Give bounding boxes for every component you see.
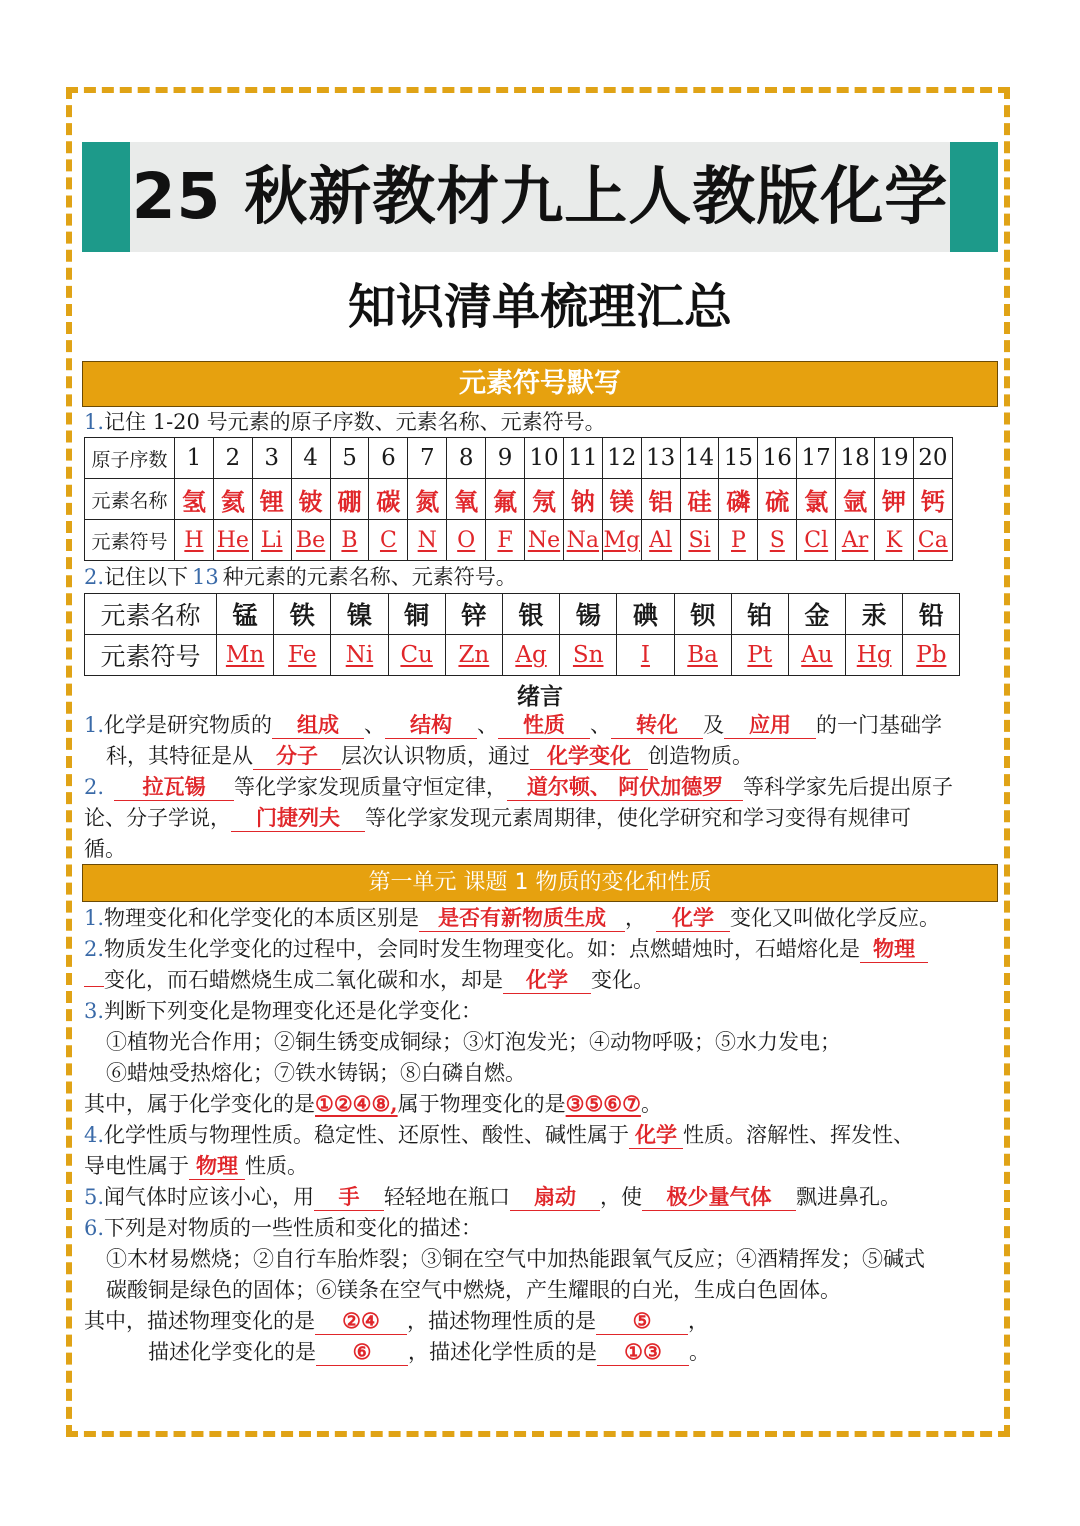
- row-element-name: [85, 479, 953, 520]
- element-cell: [641, 520, 680, 561]
- row-element-symbol: [85, 635, 960, 676]
- question-13-elements: [84, 563, 517, 591]
- element-cell: [525, 520, 564, 561]
- number-value: 19: [879, 445, 909, 471]
- element-cell: [213, 438, 252, 479]
- title-banner: [82, 142, 998, 252]
- name-value: 铝: [648, 486, 673, 516]
- number-value: 14: [684, 445, 715, 471]
- element-cell: [502, 594, 559, 635]
- text: 变化。: [591, 968, 654, 992]
- t2_name-value: 锌: [461, 601, 487, 630]
- element-cell: [408, 438, 447, 479]
- t2_name-value: 碘: [632, 601, 658, 630]
- question-number: 2.: [84, 775, 105, 799]
- number-value: 12: [607, 445, 637, 471]
- symbol-value: P: [731, 527, 746, 553]
- unit1-q3-line-2: ①植物光合作用；②铜生锈变成铜绿；③灯泡发光；④动物呼吸；⑤水力发电；: [106, 1030, 841, 1054]
- intro-point-1-line-1: [84, 711, 942, 739]
- question-text: 种元素的元素名称、元素符号。: [222, 565, 517, 589]
- symbol-value: Ne: [527, 527, 561, 553]
- text: 。: [689, 1340, 710, 1364]
- text: 性质。溶解性、挥发性、: [683, 1123, 915, 1147]
- element-cell: [331, 635, 388, 676]
- element-cell: [408, 479, 447, 520]
- element-cell: [758, 479, 797, 520]
- t2_name-value: 汞: [861, 601, 887, 630]
- element-cell: [797, 520, 836, 561]
- element-cell: [797, 479, 836, 520]
- element-cell: [602, 438, 641, 479]
- name-value: 镁: [609, 486, 634, 516]
- text: 等化学家发现元素周期律，使化学研究和学习变得有规律可: [365, 806, 911, 830]
- element-cell: [175, 438, 214, 479]
- page-title: 25 秋新教材九上人教版化学: [131, 160, 949, 233]
- symbol-value: O: [457, 527, 476, 553]
- text: 化学性质与物理性质。稳定性、还原性、酸性、碱性属于: [104, 1123, 630, 1147]
- name-value: 氦: [220, 486, 245, 516]
- answer-blank: ①③: [597, 1339, 689, 1366]
- row-label: 元素符号: [85, 520, 175, 561]
- banner-right-cap: [950, 142, 998, 252]
- element-cell: [291, 479, 330, 520]
- question-text: 记住 1-20 号元素的原子序数、元素名称、元素符号。: [104, 410, 606, 434]
- element-cell: [719, 520, 758, 561]
- t2_name-value: 铁: [289, 601, 315, 630]
- name-value: 氟: [493, 486, 518, 516]
- element-cell: [846, 635, 903, 676]
- t2_symbol-value: Fe: [288, 642, 317, 668]
- section-bar-element-symbols: 元素符号默写: [82, 361, 998, 407]
- unit1-q3-line-1: [84, 997, 482, 1025]
- unit1-q6-line-1: [84, 1214, 482, 1242]
- t2_symbol-value: Hg: [856, 642, 892, 668]
- t2_name-value: 镍: [346, 601, 372, 630]
- answer-blank: 化学变化: [530, 743, 648, 770]
- t2_name-value: 银: [518, 601, 544, 630]
- unit1-q1: [84, 904, 940, 932]
- text: 其中，属于化学变化的是: [84, 1092, 315, 1116]
- t2_name-value: 铂: [747, 601, 773, 630]
- element-cell: [875, 438, 914, 479]
- unit1-q3-line-4: [84, 1090, 662, 1118]
- element-cell: [836, 520, 875, 561]
- question-number: 2.: [84, 937, 105, 961]
- element-cell: [731, 594, 788, 635]
- text: ，使: [600, 1185, 643, 1209]
- question-number: 3.: [84, 999, 105, 1023]
- name-value: 钠: [570, 486, 595, 516]
- text: 创造物质。: [648, 744, 753, 768]
- element-cell: [213, 520, 252, 561]
- element-cell: [525, 479, 564, 520]
- unit1-q6-line-2: ①木材易燃烧；②自行车胎炸裂；③铜在空气中加热能跟氧气反应；④酒精挥发；⑤碱式: [106, 1247, 925, 1271]
- element-cell: [331, 594, 388, 635]
- text: 层次认识物质，通过: [341, 744, 530, 768]
- element-cell: [641, 479, 680, 520]
- text: 飘进鼻孔。: [796, 1185, 902, 1209]
- element-cell: [525, 438, 564, 479]
- element-cell: [617, 635, 674, 676]
- intro-point-2-line-1: [84, 773, 953, 801]
- element-cell: [758, 438, 797, 479]
- element-cell: [875, 520, 914, 561]
- answer-blank: 转化: [611, 712, 703, 739]
- unit1-q6-line-5: [148, 1338, 710, 1366]
- name-value: 硼: [337, 486, 362, 516]
- answer-blank: ⑥: [316, 1339, 408, 1366]
- element-cell: [875, 479, 914, 520]
- element-cell: [560, 594, 617, 635]
- unit1-q6-line-3: 碳酸铜是绿色的固体；⑥镁条在空气中燃烧，产生耀眼的白光，生成白色固体。: [106, 1278, 841, 1302]
- element-cell: [563, 479, 602, 520]
- answer-blank: 拉瓦锡: [114, 774, 234, 801]
- t2_name-value: 锰: [232, 601, 258, 630]
- text: 闻气体时应该小心，用: [104, 1185, 315, 1209]
- element-cell: [447, 520, 486, 561]
- element-cell: [369, 479, 408, 520]
- text: 化学是研究物质的: [104, 713, 273, 737]
- element-cell: [797, 438, 836, 479]
- element-cell: [560, 635, 617, 676]
- element-cell: [788, 594, 845, 635]
- number-value: 18: [840, 445, 870, 471]
- symbol-value: N: [417, 527, 437, 553]
- t2_symbol-value: Sn: [572, 642, 604, 668]
- number-value: 1: [186, 445, 202, 471]
- element-cell: [330, 438, 369, 479]
- question-number: 1.: [84, 906, 105, 930]
- element-cell: [758, 520, 797, 561]
- symbol-value: Li: [260, 527, 283, 553]
- answer-blank: 门捷列夫: [231, 805, 365, 832]
- answer-blank: 组成: [272, 712, 364, 739]
- element-cell: [217, 594, 274, 635]
- t2_symbol-value: Mn: [225, 642, 265, 668]
- element-cell: [252, 479, 291, 520]
- number-value: 9: [497, 445, 513, 471]
- number-value: 7: [419, 445, 435, 471]
- element-cell: [274, 594, 331, 635]
- question-number: 1.: [84, 713, 105, 737]
- element-cell: [486, 479, 525, 520]
- t2_name-value: 锡: [575, 601, 601, 630]
- element-cell: [563, 520, 602, 561]
- symbol-value: H: [184, 527, 204, 553]
- answer-blank: 手: [314, 1184, 384, 1211]
- name-value: 氧: [454, 486, 479, 516]
- element-cell: [680, 479, 719, 520]
- question-number: 2.: [84, 565, 105, 589]
- symbol-value: B: [341, 527, 358, 553]
- text: 变化，而石蜡燃烧生成二氧化碳和水，却是: [104, 968, 503, 992]
- symbol-value: Cl: [804, 527, 829, 553]
- text: ，: [625, 906, 647, 930]
- element-cell: [445, 594, 502, 635]
- element-cell: [330, 479, 369, 520]
- element-cell: [369, 438, 408, 479]
- unit1-q6-line-4: [84, 1307, 709, 1335]
- symbol-value: Ar: [841, 527, 869, 553]
- row-label: 原子序数: [85, 438, 175, 479]
- intro-heading: 绪言: [517, 683, 563, 710]
- symbol-value: Ca: [917, 527, 948, 553]
- element-cell: [213, 479, 252, 520]
- t2_name-value: 铅: [918, 601, 944, 630]
- element-cell: [903, 635, 960, 676]
- answer-blank: ⑤: [596, 1308, 688, 1335]
- unit1-q4-line-2: [84, 1152, 308, 1180]
- element-cell: [502, 635, 559, 676]
- t2_symbol-value: Ni: [345, 642, 374, 668]
- element-cell: [388, 635, 445, 676]
- t2_name-value: 金: [804, 601, 830, 630]
- row-element-symbol: [85, 520, 953, 561]
- element-cell: [445, 635, 502, 676]
- element-cell: [291, 438, 330, 479]
- answer: ③⑤⑥⑦: [565, 1091, 641, 1116]
- number-value: 2: [225, 445, 241, 471]
- answer-blank: 化学: [629, 1122, 683, 1149]
- text: 描述化学变化的是: [148, 1340, 316, 1364]
- symbol-value: Be: [296, 527, 326, 553]
- answer-blank: 分子: [253, 743, 341, 770]
- unit1-q5: [84, 1183, 901, 1211]
- element-cell: [447, 479, 486, 520]
- answer-blank: 物理: [189, 1153, 245, 1180]
- question-1-20-elements: [84, 408, 606, 436]
- number-value: 15: [723, 445, 754, 471]
- element-cell: [680, 520, 719, 561]
- text: 性质。: [245, 1154, 308, 1178]
- answer-blank: 物理: [860, 936, 928, 963]
- number-value: 3: [264, 445, 280, 471]
- element-cell: [486, 520, 525, 561]
- name-value: 钾: [881, 486, 906, 516]
- text: 物质发生化学变化的过程中，会同时发生物理变化。如：点燃蜡烛时，石蜡熔化是: [104, 937, 861, 961]
- name-value: 钙: [920, 486, 945, 516]
- question-number: 5.: [84, 1185, 105, 1209]
- answer-blank: ②④: [315, 1308, 407, 1335]
- text: ，: [688, 1309, 709, 1333]
- number-value: 10: [529, 445, 559, 471]
- answer-blank: 道尔顿、 阿伏加德罗: [507, 774, 743, 801]
- element-cell: [602, 479, 641, 520]
- row-label: 元素名称: [85, 479, 175, 520]
- element-cell: [719, 479, 758, 520]
- answer-blank: 结构: [385, 712, 477, 739]
- element-table-1-20: [84, 437, 953, 561]
- element-cell: [913, 520, 952, 561]
- section-bar-unit-1: 第一单元 课题 1 物质的变化和性质: [82, 864, 998, 902]
- number-value: 17: [801, 445, 831, 471]
- text: 的一门基础学: [816, 713, 943, 737]
- question-text: 记住以下: [104, 565, 189, 589]
- row-label: 元素名称: [85, 594, 217, 635]
- symbol-value: S: [769, 527, 785, 553]
- element-cell: [680, 438, 719, 479]
- element-cell: [731, 635, 788, 676]
- name-value: 锂: [259, 486, 284, 516]
- element-cell: [913, 438, 952, 479]
- name-value: 磷: [726, 486, 751, 516]
- text: 等科学家先后提出原子: [743, 775, 954, 799]
- element-cell: [836, 438, 875, 479]
- question-number: 4.: [84, 1123, 105, 1147]
- element-table-13: [84, 593, 960, 676]
- element-cell: [617, 594, 674, 635]
- symbol-value: Mg: [603, 527, 641, 553]
- answer-blank: 应用: [724, 712, 816, 739]
- element-cell: [252, 438, 291, 479]
- element-cell: [719, 438, 758, 479]
- symbol-value: Na: [566, 527, 600, 553]
- element-cell: [674, 594, 731, 635]
- intro-point-2-line-2: [84, 804, 911, 832]
- answer-blank: 扇动: [510, 1184, 600, 1211]
- question-number: 6.: [84, 1216, 105, 1240]
- name-value: 氢: [181, 486, 206, 516]
- t2_name-value: 钡: [690, 601, 716, 630]
- text: 科，其特征是从: [106, 744, 253, 768]
- element-cell: [913, 479, 952, 520]
- element-cell: [388, 594, 445, 635]
- answer-blank: 是否有新物质生成: [419, 905, 625, 932]
- text: 循。: [84, 837, 126, 861]
- text: ，描述化学性质的是: [408, 1340, 597, 1364]
- t2_symbol-value: Zn: [458, 642, 490, 668]
- unit1-q2-line-1: [84, 935, 928, 963]
- symbol-value: K: [885, 527, 903, 553]
- text: 及: [703, 713, 725, 737]
- element-cell: [369, 520, 408, 561]
- t2_symbol-value: Au: [801, 642, 833, 668]
- text: 论、分子学说，: [84, 806, 231, 830]
- name-value: 硫: [765, 486, 790, 516]
- number-value: 16: [762, 445, 792, 471]
- text: 判断下列变化是物理变化还是化学变化：: [104, 999, 483, 1023]
- element-cell: [217, 635, 274, 676]
- number-value: 6: [381, 445, 396, 471]
- number-value: 5: [342, 445, 357, 471]
- answer: ①②④⑧,: [315, 1091, 398, 1116]
- element-cell: [274, 635, 331, 676]
- t2_symbol-value: Ag: [515, 642, 547, 668]
- element-cell: [175, 520, 214, 561]
- element-cell: [846, 594, 903, 635]
- text: 、: [590, 713, 612, 737]
- symbol-value: Al: [649, 527, 673, 553]
- name-value: 铍: [298, 486, 323, 516]
- element-cell: [447, 438, 486, 479]
- element-count: 13: [192, 565, 219, 589]
- t2_symbol-value: Pt: [747, 642, 773, 668]
- element-cell: [563, 438, 602, 479]
- intro-point-2-line-3: [84, 835, 126, 863]
- t2_name-value: 铜: [404, 601, 430, 630]
- element-cell: [602, 520, 641, 561]
- row-label: 元素符号: [85, 635, 217, 676]
- element-cell: [486, 438, 525, 479]
- t2_symbol-value: I: [640, 642, 650, 668]
- element-cell: [252, 520, 291, 561]
- name-value: 氮: [415, 486, 440, 516]
- element-cell: [291, 520, 330, 561]
- intro-point-1-line-2: [106, 742, 753, 770]
- number-value: 20: [918, 445, 948, 471]
- number-value: 11: [568, 445, 598, 471]
- symbol-value: He: [216, 527, 249, 553]
- text: 轻轻地在瓶口: [384, 1185, 511, 1209]
- banner-left-cap: [82, 142, 130, 252]
- number-value: 8: [458, 445, 474, 471]
- row-atomic-number: [85, 438, 953, 479]
- row-element-name: [85, 594, 960, 635]
- text: 等化学家发现质量守恒定律，: [234, 775, 508, 799]
- symbol-value: Si: [688, 527, 711, 553]
- text: 、: [477, 713, 499, 737]
- element-cell: [674, 635, 731, 676]
- name-value: 氖: [531, 486, 556, 516]
- text: 其中，描述物理变化的是: [84, 1309, 315, 1333]
- element-cell: [175, 479, 214, 520]
- answer-blank-continued: [84, 986, 104, 987]
- element-cell: [330, 520, 369, 561]
- element-cell: [641, 438, 680, 479]
- text: 变化又叫做化学反应。: [730, 906, 941, 930]
- number-value: 4: [303, 445, 318, 471]
- text: 物理变化和化学变化的本质区别是: [104, 906, 420, 930]
- text: 导电性属于: [84, 1154, 189, 1178]
- t2_symbol-value: Pb: [916, 642, 947, 668]
- question-number: 1.: [84, 410, 105, 434]
- t2_symbol-value: Cu: [400, 642, 433, 668]
- answer-blank: 化学: [503, 967, 591, 994]
- name-value: 氩: [843, 486, 868, 516]
- answer-blank: 极少量气体: [642, 1184, 796, 1211]
- page-subtitle: 知识清单梳理汇总: [347, 279, 732, 335]
- text: ，描述物理性质的是: [407, 1309, 596, 1333]
- t2_symbol-value: Ba: [687, 642, 718, 668]
- answer-blank: 化学: [656, 905, 730, 932]
- number-value: 13: [645, 445, 676, 471]
- symbol-value: C: [379, 527, 397, 553]
- symbol-value: F: [497, 527, 513, 553]
- element-cell: [836, 479, 875, 520]
- name-value: 氯: [804, 486, 829, 516]
- text: 下列是对物质的一些性质和变化的描述：: [104, 1216, 483, 1240]
- element-cell: [903, 594, 960, 635]
- element-cell: [408, 520, 447, 561]
- text: 属于物理变化的是: [397, 1092, 566, 1116]
- answer-blank: 性质: [498, 712, 590, 739]
- text: 。: [640, 1092, 662, 1116]
- text: 、: [364, 713, 386, 737]
- unit1-q2-line-2: [84, 966, 654, 994]
- name-value: 硅: [687, 486, 712, 516]
- unit1-q4-line-1: [84, 1121, 914, 1149]
- element-cell: [788, 635, 845, 676]
- unit1-q3-line-3: ⑥蜡烛受热熔化；⑦铁水铸锅；⑧白磷自燃。: [106, 1061, 526, 1085]
- name-value: 碳: [376, 486, 401, 516]
